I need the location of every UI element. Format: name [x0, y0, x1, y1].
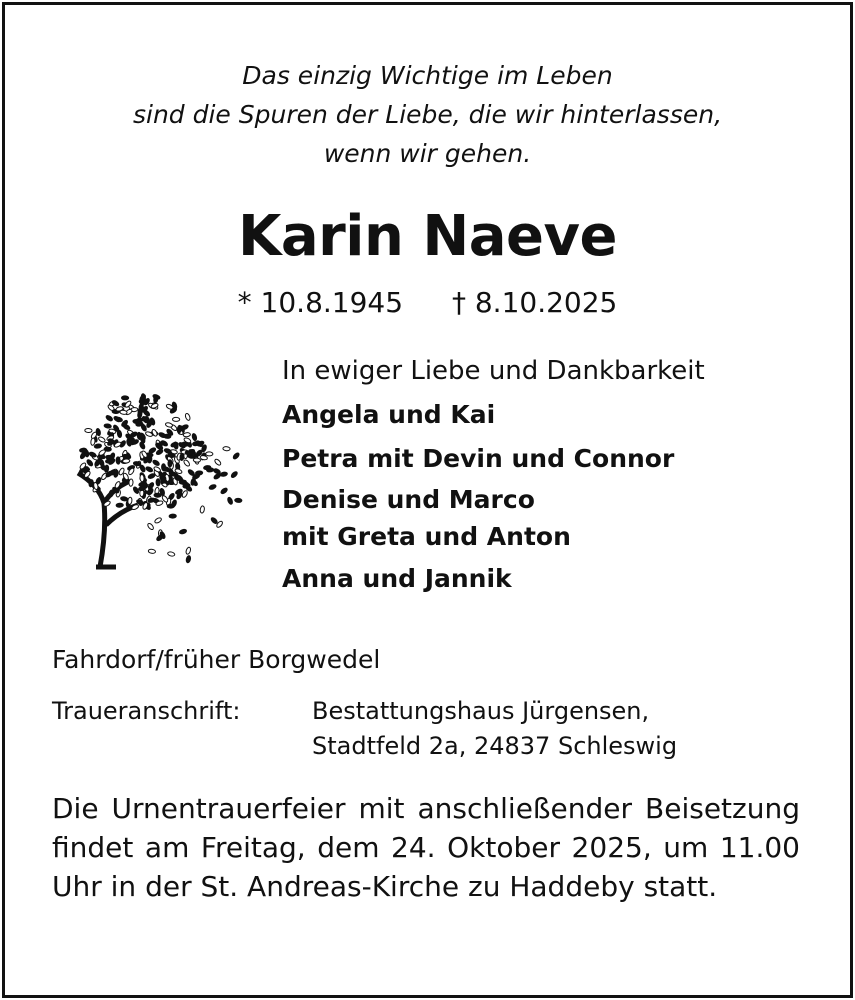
leaf: [89, 451, 97, 458]
leaf: [220, 487, 228, 495]
leaf: [154, 493, 161, 497]
leaf: [193, 458, 200, 462]
leaf: [94, 444, 102, 449]
family-line: Anna und Jannik: [282, 564, 512, 593]
quote-line: sind die Spuren der Liebe, die wir hinterlassen,: [132, 100, 723, 129]
leaf: [165, 422, 173, 428]
leaf: [210, 517, 218, 525]
leaf: [79, 448, 87, 453]
family-line: Denise und Marco: [282, 485, 535, 514]
leaf: [180, 453, 185, 461]
leaf: [104, 423, 112, 428]
leaf: [148, 447, 156, 454]
leaf: [230, 471, 238, 479]
leaf: [98, 449, 106, 456]
leaf: [105, 414, 113, 421]
leaf: [179, 529, 187, 535]
leaf: [235, 498, 242, 502]
family-line: Petra mit Devin und Connor: [282, 444, 675, 473]
family-line: mit Greta und Anton: [282, 522, 571, 551]
leaf: [154, 517, 162, 524]
leaf: [186, 555, 192, 563]
leaf: [147, 473, 155, 480]
leaf: [200, 506, 205, 514]
life-dates: [0, 286, 855, 319]
leaf: [148, 549, 156, 554]
leaf: [117, 430, 122, 438]
leaf: [183, 459, 191, 467]
leaf: [206, 452, 213, 456]
leaf: [104, 465, 109, 473]
birth-date: * 10.8.1945: [237, 286, 404, 319]
deceased-name: Karin Naeve: [238, 204, 617, 269]
leaf: [168, 460, 172, 467]
leaf: [140, 423, 147, 431]
leaf: [152, 459, 160, 466]
tree-icon: [60, 385, 245, 575]
leaf: [167, 551, 175, 557]
leaf: [177, 425, 181, 432]
leaf: [223, 446, 231, 451]
service-text: Die Urnentrauerfeier mit anschließender Beisetzung findet am Freitag, dem 24. Oktober 2025, um 11.00 Uhr in der St. Andreas-Kirche zu Haddeby statt.: [52, 792, 800, 903]
leaf: [156, 534, 164, 542]
leaf: [158, 432, 166, 439]
place: Fahrdorf/früher Borgwedel: [52, 645, 381, 674]
quote-line: Das einzig Wichtige im Leben: [242, 61, 613, 90]
leaf: [164, 448, 172, 454]
leaf: [85, 428, 92, 432]
leaf: [172, 417, 179, 421]
leaf: [183, 432, 191, 437]
leaf: [147, 522, 155, 530]
family-line: Angela und Kai: [282, 400, 496, 429]
leaf: [98, 436, 106, 443]
leaf: [143, 409, 151, 417]
leaf: [113, 415, 121, 422]
address-line: Bestattungshaus Jürgensen,: [312, 697, 650, 725]
leaf: [133, 419, 141, 424]
leaf: [140, 474, 144, 481]
leaf: [127, 497, 132, 505]
leaf: [116, 503, 123, 507]
leaf: [116, 457, 120, 464]
address-label: Traueranschrift:: [52, 697, 241, 725]
intro-text: In ewiger Liebe und Dankbarkeit: [282, 356, 705, 386]
leaf: [156, 479, 160, 486]
death-date: † 8.10.2025: [451, 286, 618, 319]
leaf: [147, 482, 154, 490]
quote-line: wenn wir gehen.: [323, 139, 532, 168]
leaf: [105, 455, 113, 460]
leaf: [169, 514, 176, 518]
leaf: [206, 468, 213, 472]
quote: [0, 56, 855, 173]
leaf: [220, 472, 228, 477]
leaf: [145, 466, 153, 473]
leaf: [139, 464, 146, 472]
leaf: [209, 484, 217, 490]
leaf: [167, 504, 174, 508]
leaf: [232, 452, 240, 460]
leaf: [90, 438, 95, 446]
leaf: [121, 396, 128, 400]
leaf: [86, 459, 94, 467]
leaf: [227, 497, 234, 505]
address-line: Stadtfeld 2a, 24837 Schleswig: [312, 732, 678, 760]
leaf: [129, 479, 133, 486]
leaf: [185, 413, 191, 421]
leaf: [214, 458, 222, 466]
leaf: [191, 433, 197, 441]
leaf: [213, 468, 221, 475]
leaf: [185, 547, 191, 555]
